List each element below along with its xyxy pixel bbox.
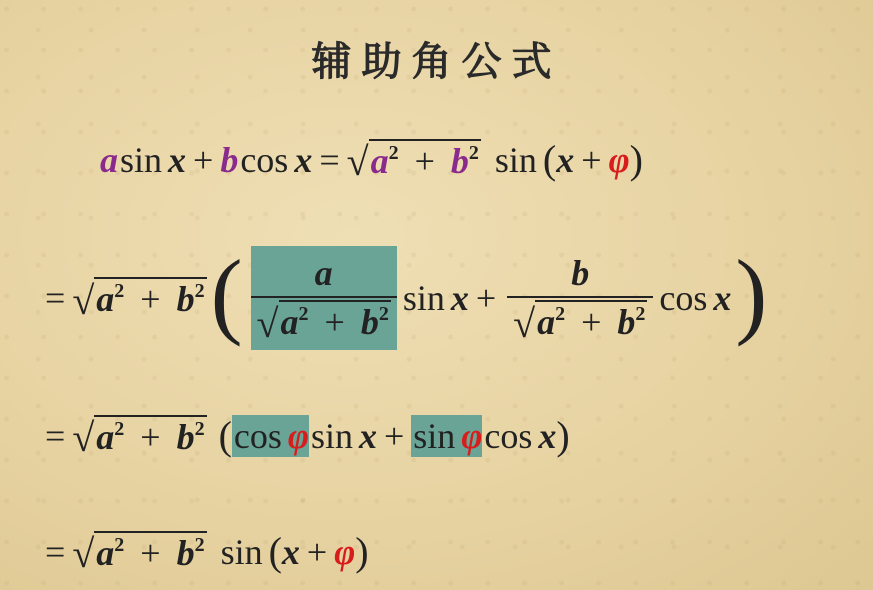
var-a: a xyxy=(537,302,556,342)
var-phi: φ xyxy=(608,139,630,180)
plus-op: + xyxy=(140,279,161,319)
formula-step-1 xyxy=(38,239,771,350)
radicand xyxy=(535,300,647,342)
denominator xyxy=(251,296,397,344)
formula-step-2 xyxy=(38,412,570,459)
var-x: x xyxy=(556,139,575,180)
sin-fn: sin xyxy=(494,139,537,180)
exponent: 2 xyxy=(298,303,309,325)
radical-sign: √ xyxy=(346,139,369,185)
exponent: 2 xyxy=(468,141,479,164)
exponent: 2 xyxy=(194,533,205,556)
radicand xyxy=(369,139,481,181)
var-a: a xyxy=(280,302,299,342)
radical-sign: √ xyxy=(513,300,536,346)
sin-fn: sin xyxy=(310,415,353,456)
cos-fn: cos xyxy=(484,415,533,456)
sqrt-a2-b2 xyxy=(72,415,206,461)
big-right-paren: ) xyxy=(735,239,768,347)
right-paren: ) xyxy=(556,413,570,458)
cos-fn: cos xyxy=(240,139,289,180)
radicand xyxy=(94,415,206,457)
sin-fn: sin xyxy=(120,139,163,180)
sqrt-a2-b2 xyxy=(72,531,206,577)
var-a: a xyxy=(96,279,115,319)
exponent: 2 xyxy=(635,303,646,325)
var-a: a xyxy=(100,139,118,180)
var-phi: φ xyxy=(334,531,356,572)
radicand xyxy=(94,277,206,319)
var-b: b xyxy=(617,302,636,342)
exponent: 2 xyxy=(555,303,566,325)
exponent: 2 xyxy=(194,280,205,302)
highlight-sin-phi xyxy=(411,415,482,457)
numerator-a: a xyxy=(314,253,333,293)
sin-fn: sin xyxy=(220,531,263,572)
plus-op: + xyxy=(306,531,328,572)
plus-op: + xyxy=(475,277,497,318)
var-b: b xyxy=(176,279,195,319)
var-x: x xyxy=(450,277,469,318)
left-paren: ( xyxy=(268,529,282,574)
fraction-a-over-sqrt xyxy=(251,246,397,350)
var-phi: φ xyxy=(287,415,309,456)
radicand xyxy=(94,531,206,573)
sin-fn: sin xyxy=(413,415,456,456)
var-x: x xyxy=(358,415,377,456)
fraction-b-over-sqrt xyxy=(507,252,653,344)
right-paren: ) xyxy=(629,137,643,182)
big-left-paren: ( xyxy=(210,239,243,347)
right-paren: ) xyxy=(355,529,369,574)
plus-op: + xyxy=(383,415,405,456)
exponent: 2 xyxy=(388,141,399,164)
var-phi: φ xyxy=(461,415,483,456)
var-b: b xyxy=(220,139,239,180)
cos-fn: cos xyxy=(659,277,708,318)
left-paren: ( xyxy=(542,137,557,182)
radical-sign: √ xyxy=(72,531,95,577)
var-x: x xyxy=(713,277,732,318)
var-x: x xyxy=(281,531,300,572)
sqrt-a2-b2 xyxy=(513,300,647,346)
cos-fn: cos xyxy=(233,415,282,456)
formula-main xyxy=(100,136,643,183)
radical-sign: √ xyxy=(256,300,279,346)
exponent: 2 xyxy=(378,303,389,325)
equals-op: = xyxy=(319,139,340,180)
exponent: 2 xyxy=(114,280,125,302)
radical-sign: √ xyxy=(72,415,95,461)
sqrt-a2-b2 xyxy=(256,300,391,346)
var-b: b xyxy=(360,302,379,342)
equals-op: = xyxy=(45,531,66,572)
numerator-b: b xyxy=(571,253,590,293)
formula-result xyxy=(38,528,369,575)
plus-op: + xyxy=(140,532,161,573)
var-x: x xyxy=(538,415,557,456)
var-x: x xyxy=(294,139,313,180)
plus-op: + xyxy=(581,139,602,180)
var-a: a xyxy=(96,532,115,573)
page-title: 辅助角公式 xyxy=(311,39,562,85)
var-b: b xyxy=(450,140,469,181)
equals-op: = xyxy=(45,277,66,318)
sqrt-a2-b2 xyxy=(346,139,481,185)
plus-op: + xyxy=(193,139,214,180)
plus-op: + xyxy=(324,302,345,342)
var-a: a xyxy=(96,416,115,457)
exponent: 2 xyxy=(194,417,205,440)
sqrt-a2-b2 xyxy=(72,277,206,323)
equals-op: = xyxy=(45,415,66,456)
denominator xyxy=(507,296,653,344)
left-paren: ( xyxy=(218,413,232,458)
exponent: 2 xyxy=(114,533,125,556)
sin-fn: sin xyxy=(402,277,445,318)
radical-sign: √ xyxy=(72,277,95,323)
plus-op: + xyxy=(581,302,602,342)
var-x: x xyxy=(168,139,187,180)
var-b: b xyxy=(176,532,195,573)
plus-op: + xyxy=(140,416,161,457)
highlight-cos-phi xyxy=(232,415,309,457)
exponent: 2 xyxy=(114,417,125,440)
var-a: a xyxy=(370,140,389,181)
var-b: b xyxy=(176,416,195,457)
plus-op: + xyxy=(414,140,435,181)
radicand xyxy=(279,300,391,342)
